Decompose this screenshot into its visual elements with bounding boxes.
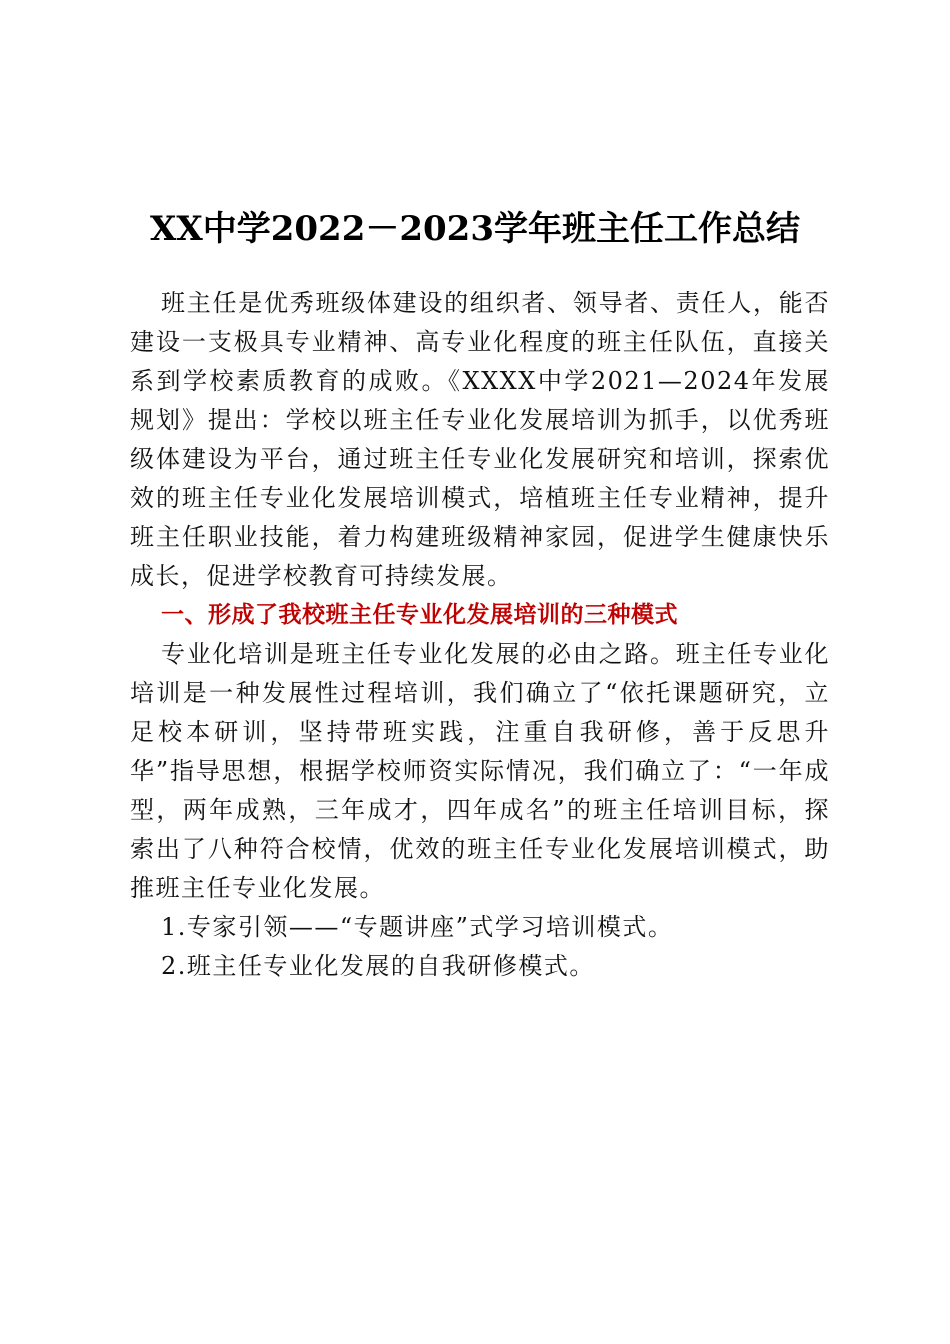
list-item: 1.专家引领——“专题讲座”式学习培训模式。 [161,913,674,941]
intro-paragraph: 班主任是优秀班级体建设的组织者、领导者、责任人，能否建设一支极具专业精神、高专业化程度的班主任队伍，直接关系到学校素质教育的成败。《XXXX中学2021—2024年发展规划》提出：学校以班主任专业化发展培训为抓手，以优秀班级体建设为平台，通过班主任专业化发展研究和培训，探索优效的班主任专业化发展培训模式，培植班主任专业精神，提升班主任职业技能，着力构建班级精神家园，促进学生健康快乐成长，促进学校教育可持续发展。 [130,289,830,590]
section-heading: 一、形成了我校班主任专业化发展培训的三种模式 [161,602,678,628]
list-item: 2.班主任专业化发展的自我研修模式。 [161,952,595,980]
section-paragraph: 专业化培训是班主任专业化发展的必由之路。班主任专业化培训是一种发展性过程培训，我们确立了“依托课题研究，立足校本研训，坚持带班实践，注重自我研修，善于反思升华”指导思想，根据学校师资实际情况，我们确立了：“一年成型，两年成熟，三年成才，四年成名”的班主任培训目标，探索出了八种符合校情，优效的班主任专业化发展培训模式，助推班主任专业化发展。 [130,640,830,902]
document-body [130,284,830,986]
document-title: XX中学2022－2023学年班主任工作总结 [149,209,801,249]
